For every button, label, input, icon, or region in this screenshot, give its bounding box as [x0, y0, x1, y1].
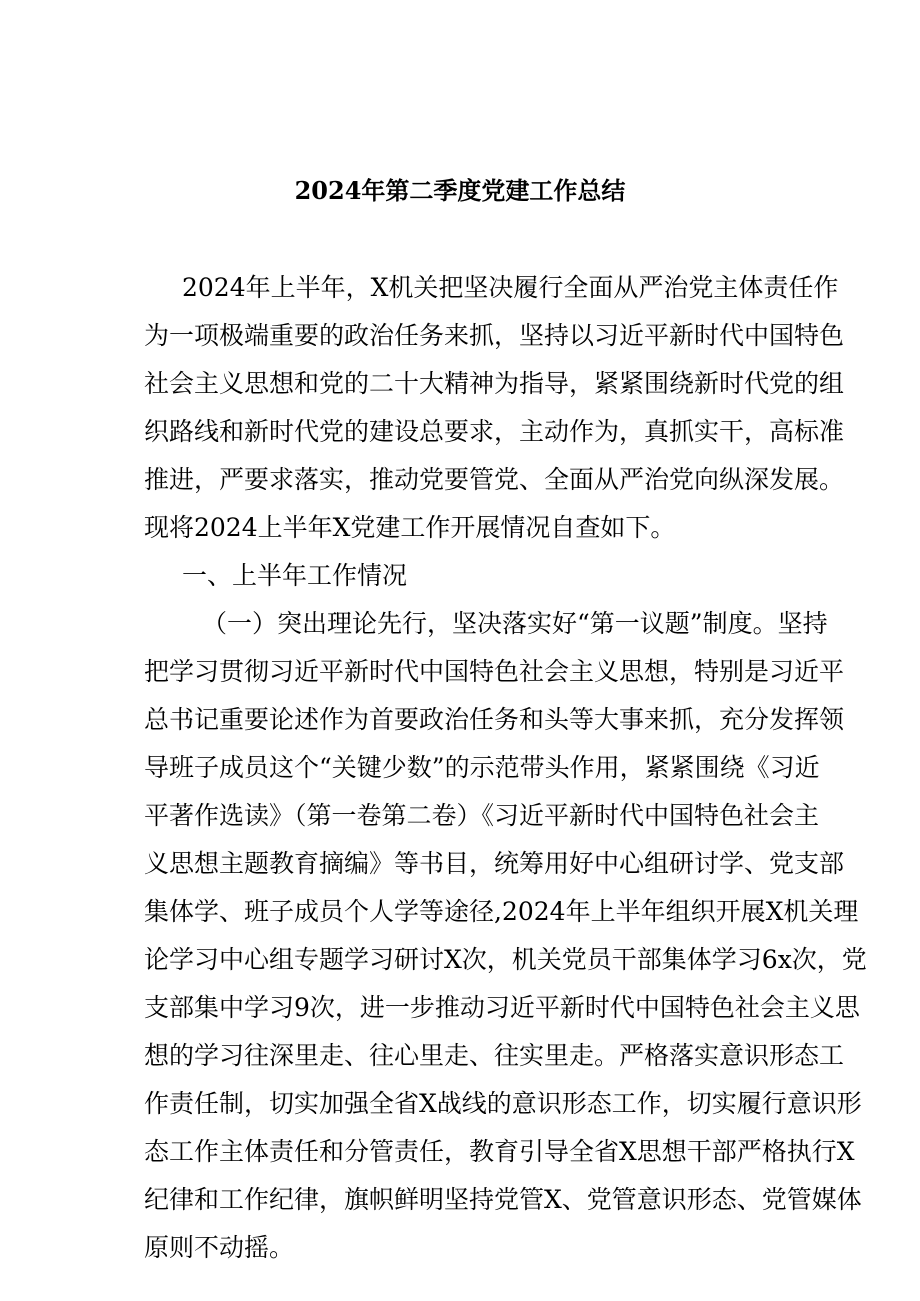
paragraph-line: 义思想主题教育摘编》等书目，统筹用好中心组研讨学、党支部: [144, 849, 845, 878]
paragraph-line: 纪律和工作纪律，旗帜鲜明坚持党管X、党管意识形态、党管媒体: [144, 1185, 862, 1214]
paragraph-line: 支部集中学习9次，进一步推动习近平新时代中国特色社会主义思: [144, 993, 860, 1022]
paragraph-line: 推进，严要求落实，推动党要管党、全面从严治党向纵深发展。: [144, 465, 845, 494]
paragraph-line: 把学习贯彻习近平新时代中国特色社会主义思想，特别是习近平: [144, 657, 845, 686]
section-heading: 一、上半年工作情况: [182, 561, 408, 590]
paragraph-line: （一）突出理论先行，坚决落实好“第一议题”制度。坚持: [202, 609, 828, 638]
paragraph-line: 现将2024上半年X党建工作开展情况自查如下。: [144, 513, 676, 542]
section-one-paragraph: [144, 600, 867, 1272]
paragraph-line: 想的学习往深里走、往心里走、往实里走。严格落实意识形态工: [144, 1041, 845, 1070]
intro-paragraph: [144, 264, 845, 552]
document-body: [144, 264, 867, 1272]
paragraph-line: 集体学、班子成员个人学等途径,2024年上半年组织开展X机关理: [144, 897, 859, 926]
document-title: 2024年第二季度党建工作总结: [294, 176, 626, 205]
paragraph-line: 平著作选读》（第一卷第二卷）《习近平新时代中国特色社会主: [144, 801, 820, 830]
paragraph-line: 2024年上半年，X机关把坚决履行全面从严治党主体责任作: [182, 273, 839, 302]
paragraph-line: 总书记重要论述作为首要政治任务和头等大事来抓，充分发挥领: [144, 705, 845, 734]
paragraph-line: 社会主义思想和党的二十大精神为指导，紧紧围绕新时代党的组: [144, 369, 845, 398]
paragraph-line: 导班子成员这个“关键少数”的示范带头作用，紧紧围绕《习近: [144, 753, 820, 782]
paragraph-line: 态工作主体责任和分管责任，教育引导全省X思想干部严格执行X: [144, 1137, 855, 1166]
paragraph-line: 原则不动摇。: [144, 1233, 295, 1262]
paragraph-line: 为一项极端重要的政治任务来抓，坚持以习近平新时代中国特色: [144, 321, 845, 350]
paragraph-line: 织路线和新时代党的建设总要求，主动作为，真抓实干，高标准: [144, 417, 845, 446]
paragraph-line: 论学习中心组专题学习研讨X次，机关党员干部集体学习6x次，党: [144, 945, 867, 974]
paragraph-line: 作责任制，切实加强全省X战线的意识形态工作，切实履行意识形: [144, 1089, 862, 1118]
